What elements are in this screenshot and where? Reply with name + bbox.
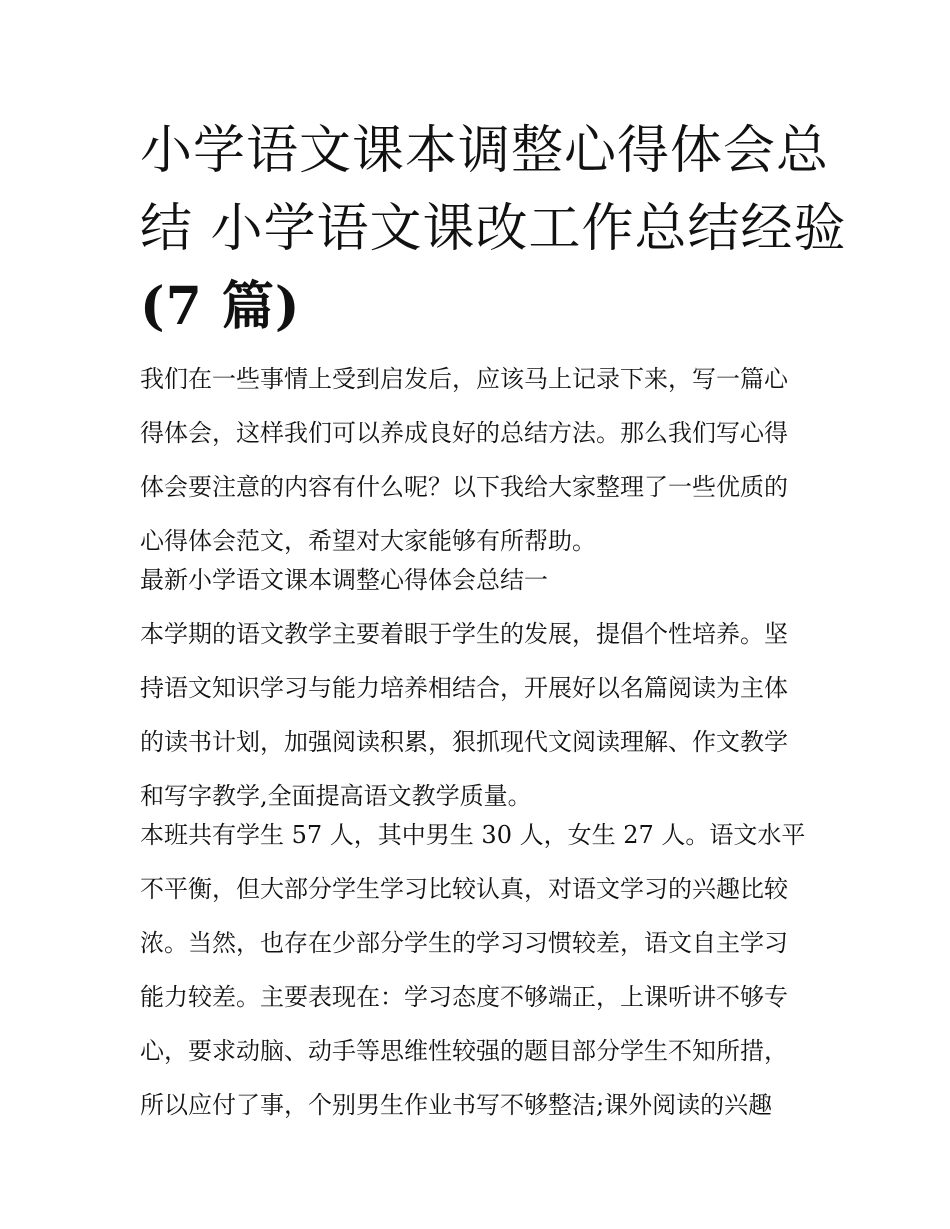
section-heading-text: 最新小学语文课本调整心得体会总结一: [140, 566, 548, 594]
paragraph-line: 我们在一些事情上受到启发后，应该马上记录下来，写一篇心: [140, 365, 788, 393]
body-paragraph-1: [140, 607, 820, 823]
section-heading: [140, 553, 820, 607]
title-line-3: (7 篇): [140, 276, 301, 337]
paragraph-line: 能力较差。主要表现在：学习态度不够端正，上课听讲不够专: [140, 983, 788, 1011]
title-line-1: 小学语文课本调整心得体会总: [140, 121, 830, 181]
title-line-2: 结 小学语文课改工作总结经验: [140, 199, 847, 259]
document-title: [140, 112, 847, 346]
paragraph-line: 得体会，这样我们可以养成良好的总结方法。那么我们写心得: [140, 419, 788, 447]
paragraph-line: 所以应付了事，个别男生作业书写不够整洁;课外阅读的兴趣: [140, 1091, 773, 1119]
paragraph-line: 体会要注意的内容有什么呢？以下我给大家整理了一些优质的: [140, 473, 788, 501]
paragraph-line: 本班共有学生 57 人，其中男生 30 人，女生 27 人。语文水平: [140, 821, 806, 849]
paragraph-line: 的读书计划，加强阅读积累，狠抓现代文阅读理解、作文教学: [140, 728, 788, 756]
intro-paragraph: [140, 352, 820, 568]
paragraph-line: 浓。当然，也存在少部分学生的学习习惯较差，语文自主学习: [140, 929, 788, 957]
paragraph-line: 心，要求动脑、动手等思维性较强的题目部分学生不知所措，: [140, 1037, 788, 1065]
paragraph-line: 和写字教学,全面提高语文教学质量。: [140, 782, 532, 810]
paragraph-line: 心得体会范文，希望对大家能够有所帮助。: [140, 527, 596, 555]
paragraph-line: 持语文知识学习与能力培养相结合，开展好以名篇阅读为主体: [140, 674, 788, 702]
paragraph-line: 不平衡，但大部分学生学习比较认真，对语文学习的兴趣比较: [140, 875, 788, 903]
body-paragraph-2: [140, 808, 820, 1132]
paragraph-line: 本学期的语文教学主要着眼于学生的发展，提倡个性培养。坚: [140, 620, 788, 648]
